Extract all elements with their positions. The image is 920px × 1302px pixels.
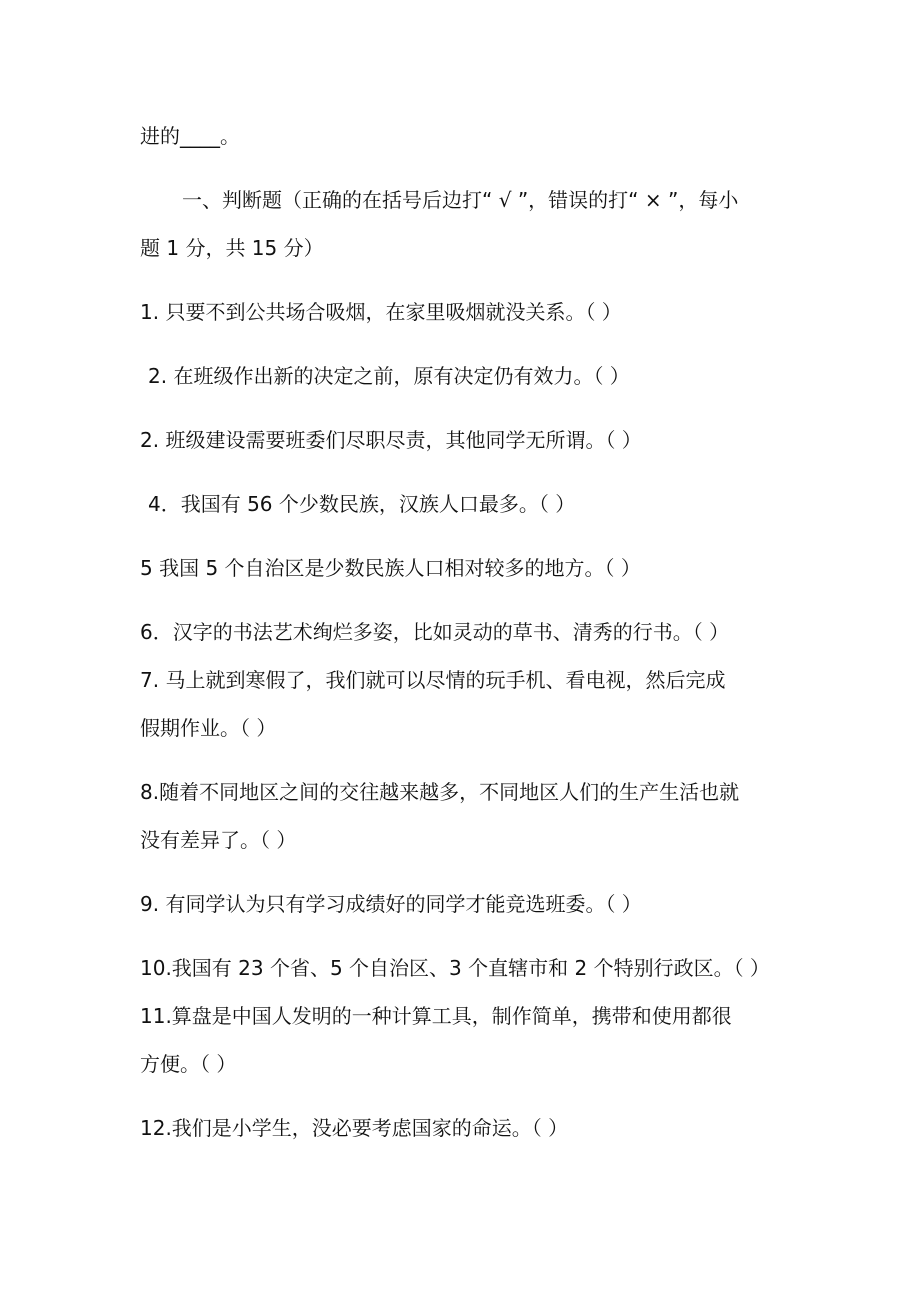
question-11: 11.算盘是中国人发明的一种计算工具，制作简单，携带和使用都很 [140,1004,732,1028]
question-12: 12.我们是小学生，没必要考虑国家的命运。（ ） [140,1116,569,1140]
section-heading: 一、判断题（正确的在括号后边打“ √ ”，错误的打“ × ”，每小 [182,188,739,212]
question-9: 9. 有同学认为只有学习成绩好的同学才能竞选班委。（ ） [140,892,642,916]
question-8: 8.随着不同地区之间的交往越来越多，不同地区人们的生产生活也就 [140,780,740,804]
question-6: 6．汉字的书法艺术绚烂多姿，比如灵动的草书、清秀的行书。（ ） [140,620,730,644]
question-4: 4．我国有 56 个少数民族，汉族人口最多。（ ） [148,492,576,516]
question-2a: 2. 在班级作出新的决定之前，原有决定仍有效力。（ ） [148,364,630,388]
question-11-cont: 方便。（ ） [140,1052,237,1076]
section-heading-cont: 题 1 分，共 15 分） [140,236,324,260]
question-7-cont: 假期作业。（ ） [140,716,277,740]
question-7: 7. 马上就到寒假了，我们就可以尽情的玩手机、看电视，然后完成 [140,668,726,692]
question-2b: 2. 班级建设需要班委们尽职尽责，其他同学无所谓。（ ） [140,428,642,452]
question-1: 1. 只要不到公共场合吸烟，在家里吸烟就没关系。（ ） [140,300,622,324]
question-5: 5 我国 5 个自治区是少数民族人口相对较多的地方。（ ） [140,556,641,580]
question-8-cont: 没有差异了。（ ） [140,828,297,852]
question-10: 10.我国有 23 个省、5 个自治区、3 个直辖市和 2 个特别行政区。（ ） [140,956,770,980]
continued-sentence: 进的____。 [140,124,240,148]
